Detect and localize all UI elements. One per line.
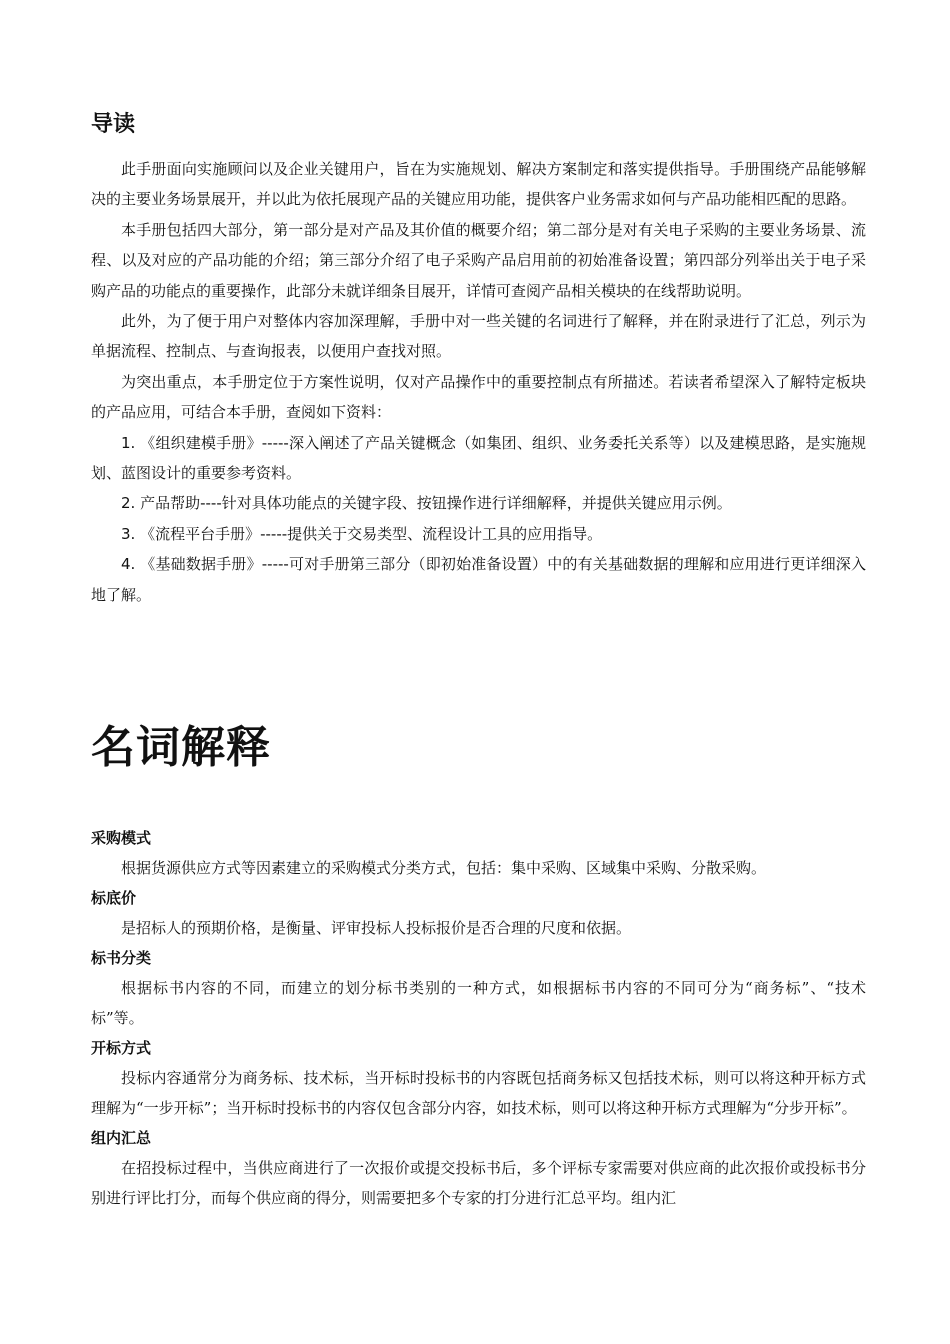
term-title: 标底价 [91, 889, 137, 907]
term-title: 标书分类 [91, 949, 152, 967]
term-title: 组内汇总 [91, 1129, 152, 1147]
term-definition: 投标内容通常分为商务标、技术标，当开标时投标书的内容既包括商务标又包括技术标，则可以将这种开标方式理解为“一步开标”；当开标时投标书的内容仅包含部分内容，如技术标，则可以将这种开标方式理解为“分步开标”。 [91, 1069, 866, 1117]
term-definition: 根据标书内容的不同，而建立的划分标书类别的一种方式，如根据标书内容的不同可分为“商务标”、“技术标”等。 [91, 979, 866, 1027]
term-title: 采购模式 [91, 829, 152, 847]
guide-paragraph: 此外，为了便于用户对整体内容加深理解，手册中对一些关键的名词进行了解释，并在附录进行了汇总，列示为单据流程、控制点、与查询报表，以便用户查找对照。 [91, 312, 866, 361]
reference-item: 4. 《基础数据手册》-----可对手册第三部分（即初始准备设置）中的有关基础数据的理解和应用进行更详细深入地了解。 [91, 555, 866, 604]
term-definition: 根据货源供应方式等因素建立的采购模式分类方式，包括：集中采购、区域集中采购、分散采购。 [121, 859, 767, 877]
guide-paragraph: 此手册面向实施顾问以及企业关键用户，旨在为实施规划、解决方案制定和落实提供指导。手册围绕产品能够解决的主要业务场景展开，并以此为依托展现产品的关键应用功能，提供客户业务需求如何与产品功能相匹配的思路。 [91, 160, 866, 209]
term-definition: 在招投标过程中，当供应商进行了一次报价或提交投标书后，多个评标专家需要对供应商的此次报价或投标书分别进行评比打分，而每个供应商的得分，则需要把多个专家的打分进行汇总平均。组内汇 [91, 1159, 866, 1207]
glossary-heading: 名词解释 [91, 722, 271, 773]
guide-paragraph: 为突出重点，本手册定位于方案性说明，仅对产品操作中的重要控制点有所描述。若读者希望深入了解特定板块的产品应用，可结合本手册，查阅如下资料： [91, 372, 866, 422]
guide-heading: 导读 [91, 112, 136, 137]
reference-item: 1. 《组织建模手册》-----深入阐述了产品关键概念（如集团、组织、业务委托关系等）以及建模思路，是实施规划、蓝图设计的重要参考资料。 [91, 433, 866, 483]
guide-section [91, 154, 866, 610]
guide-paragraph: 本手册包括四大部分，第一部分是对产品及其价值的概要介绍；第二部分是对有关电子采购的主要业务场景、流程、以及对应的产品功能的介绍；第三部分介绍了电子采购产品启用前的初始准备设置；第四部分列举出关于电子采购产品的功能点的重要操作，此部分未就详细条目展开，详情可查阅产品相关模块的在线帮助说明。 [91, 220, 866, 300]
reference-item: 2. 产品帮助----针对具体功能点的关键字段、按钮操作进行详细解释，并提供关键应用示例。 [121, 494, 732, 513]
glossary-section [91, 823, 866, 1213]
reference-item: 3. 《流程平台手册》-----提供关于交易类型、流程设计工具的应用指导。 [121, 524, 603, 543]
term-definition: 是招标人的预期价格，是衡量、评审投标人投标报价是否合理的尺度和依据。 [121, 919, 632, 937]
term-title: 开标方式 [91, 1039, 152, 1057]
